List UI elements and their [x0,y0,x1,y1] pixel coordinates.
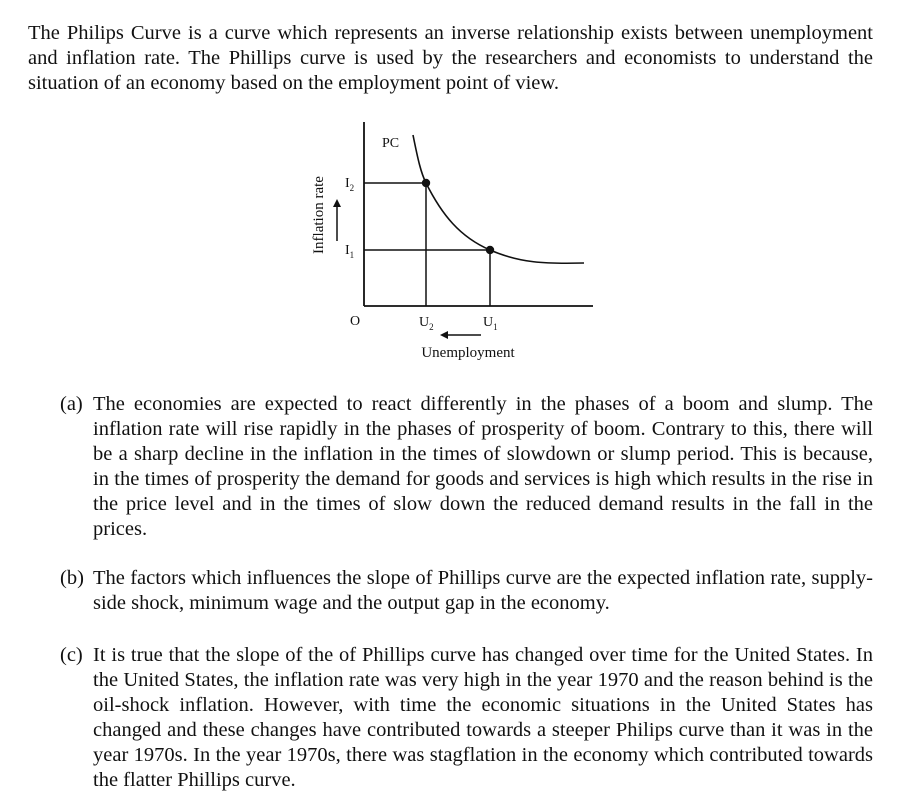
item-text: The economies are expected to react differently in the phases of a boom and slump. The inflation rate will rise rapidly in the phases of prosperity of boom. Contrary to this, there will be a sharp decline in the inflation in the times of slowdown or slump period. This is because, in the times of prosperity the demand for goods and services is high which results in the rise in the price level and in the times of slow down the reduced demand results in the fall in the prices. [93,393,873,540]
item-label: (b) [60,567,84,589]
x-tick-u1: $U_1$ [483,315,498,332]
answer-item-b [60,566,873,616]
curve-label: PC [382,136,400,151]
item-text: It is true that the slope of the of Phillips curve has changed over time for the United States. In the United States, the inflation rate was very high in the year 1970 and the reason behind is the oil-shock inflation. However, with time the economic situations in the United States has changed and these changes have contributed towards a steeper Philips curve than it was in the year 1970s. In the year 1970s, there was stagflation in the economy which contributed towards the flatter Phillips curve. [93,644,873,791]
item-label: (a) [60,393,83,415]
x-tick-u2: $U_2$ [419,315,434,332]
phillips-curve-diagram [300,115,600,370]
y-tick-i2: $I_2$ [345,176,355,193]
y-axis-label: Inflation rate [311,176,327,254]
item-label: (c) [60,644,83,666]
x-axis-label: Unemployment [421,345,515,361]
answer-item-c [60,643,873,793]
intro-paragraph: The Philips Curve is a curve which represents an inverse relationship exists between unemployment and inflation rate. The Phillips curve is used by the researchers and economists to understand the situation of an economy based on the employment point of view. [28,22,873,94]
phillips-curve [413,135,584,263]
point-i1-u1 [486,246,494,254]
origin-label: O [350,314,361,329]
y-tick-i1: $I_1$ [345,243,355,260]
point-i2-u2 [422,179,430,187]
answer-item-a [60,392,873,542]
item-text: The factors which influences the slope of Phillips curve are the expected inflation rate, supply-side shock, minimum wage and the output gap in the economy. [93,567,873,614]
